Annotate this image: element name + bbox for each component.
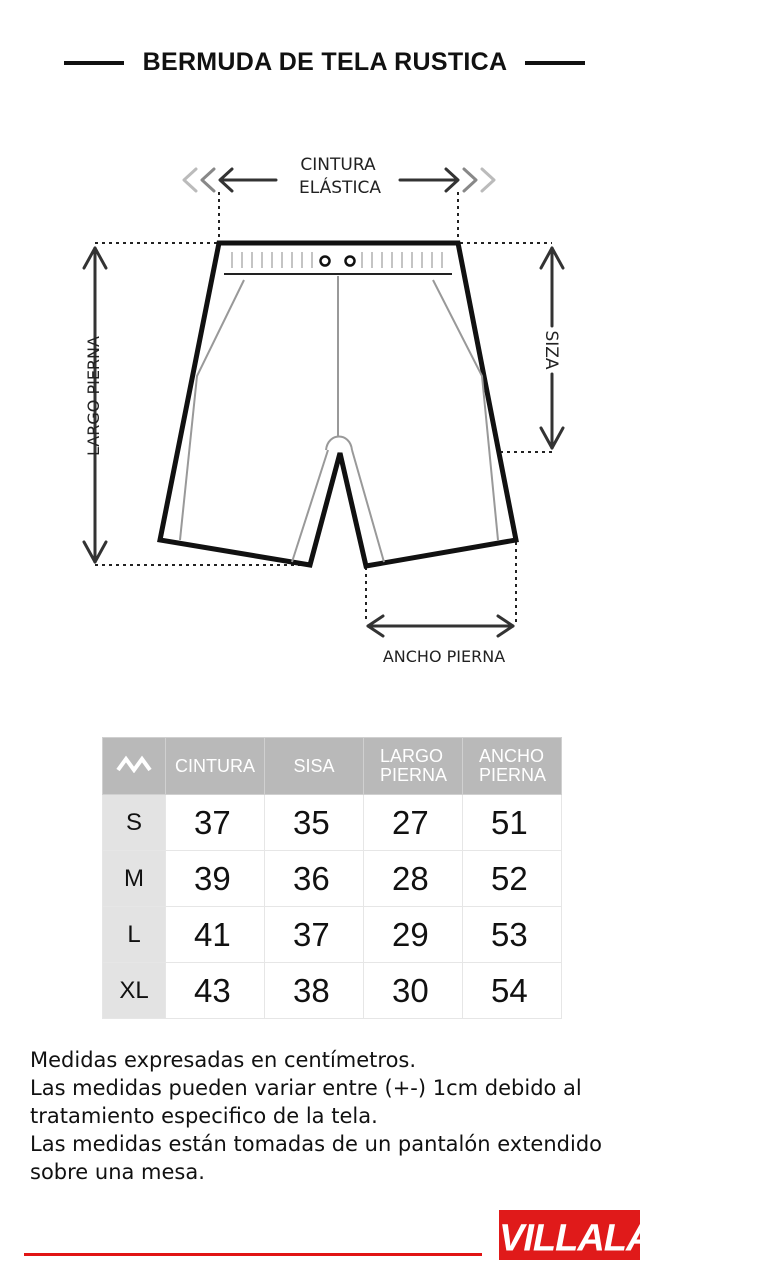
waist-label-line1: CINTURA xyxy=(300,155,376,175)
brand-logo: VILLALA® xyxy=(499,1210,640,1260)
table-cell: 41 xyxy=(166,907,265,963)
table-row xyxy=(103,963,562,1019)
table-cell: 37 xyxy=(166,795,265,851)
column-header-ancho-pierna: ANCHO PIERNA xyxy=(463,738,562,795)
table-row xyxy=(103,851,562,907)
table-cell: 39 xyxy=(166,851,265,907)
table-cell: 37 xyxy=(265,907,364,963)
waist-label-line2: ELÁSTICA xyxy=(299,178,381,198)
leg-width-label: ANCHO PIERNA xyxy=(382,647,506,666)
table-cell: 29 xyxy=(364,907,463,963)
note-line: tratamiento especifico de la tela. xyxy=(30,1104,378,1128)
measurement-notes xyxy=(30,1046,730,1186)
title-rule-right xyxy=(525,61,585,65)
table-cell: 27 xyxy=(364,795,463,851)
table-row xyxy=(103,795,562,851)
leg-length-label: LARGO PIERNA xyxy=(84,336,103,456)
page-title: BERMUDA DE TELA RUSTICA xyxy=(142,48,508,76)
title-rule-left xyxy=(64,61,124,65)
size-chart-table xyxy=(102,737,562,1019)
note-line: sobre una mesa. xyxy=(30,1160,205,1184)
table-cell: 54 xyxy=(463,963,562,1019)
table-row xyxy=(103,907,562,963)
rise-label: SIZA xyxy=(541,330,561,370)
size-label: S xyxy=(103,795,166,851)
table-cell: 51 xyxy=(463,795,562,851)
table-cell: 52 xyxy=(463,851,562,907)
size-label: XL xyxy=(103,963,166,1019)
footer-rule xyxy=(24,1253,482,1256)
table-cell: 36 xyxy=(265,851,364,907)
table-cell: 30 xyxy=(364,963,463,1019)
table-header-row xyxy=(103,738,562,795)
column-header-cintura: CINTURA xyxy=(166,738,265,795)
note-line: Medidas expresadas en centímetros. xyxy=(30,1048,417,1072)
shorts-drawing xyxy=(160,243,516,566)
size-label: L xyxy=(103,907,166,963)
table-cell: 53 xyxy=(463,907,562,963)
table-cell: 43 xyxy=(166,963,265,1019)
table-cell: 35 xyxy=(265,795,364,851)
note-line: Las medidas pueden variar entre (+-) 1cm debido al xyxy=(30,1076,582,1100)
shorts-measurement-diagram xyxy=(0,130,766,690)
size-label: M xyxy=(103,851,166,907)
title-block xyxy=(0,46,766,86)
column-header-sisa: SISA xyxy=(265,738,364,795)
brand-wave-icon xyxy=(103,738,166,795)
column-header-largo-pierna: LARGO PIERNA xyxy=(364,738,463,795)
table-cell: 28 xyxy=(364,851,463,907)
leg-width-arrow-icon xyxy=(368,616,513,636)
table-cell: 38 xyxy=(265,963,364,1019)
note-line: Las medidas están tomadas de un pantalón extendido xyxy=(30,1132,602,1156)
